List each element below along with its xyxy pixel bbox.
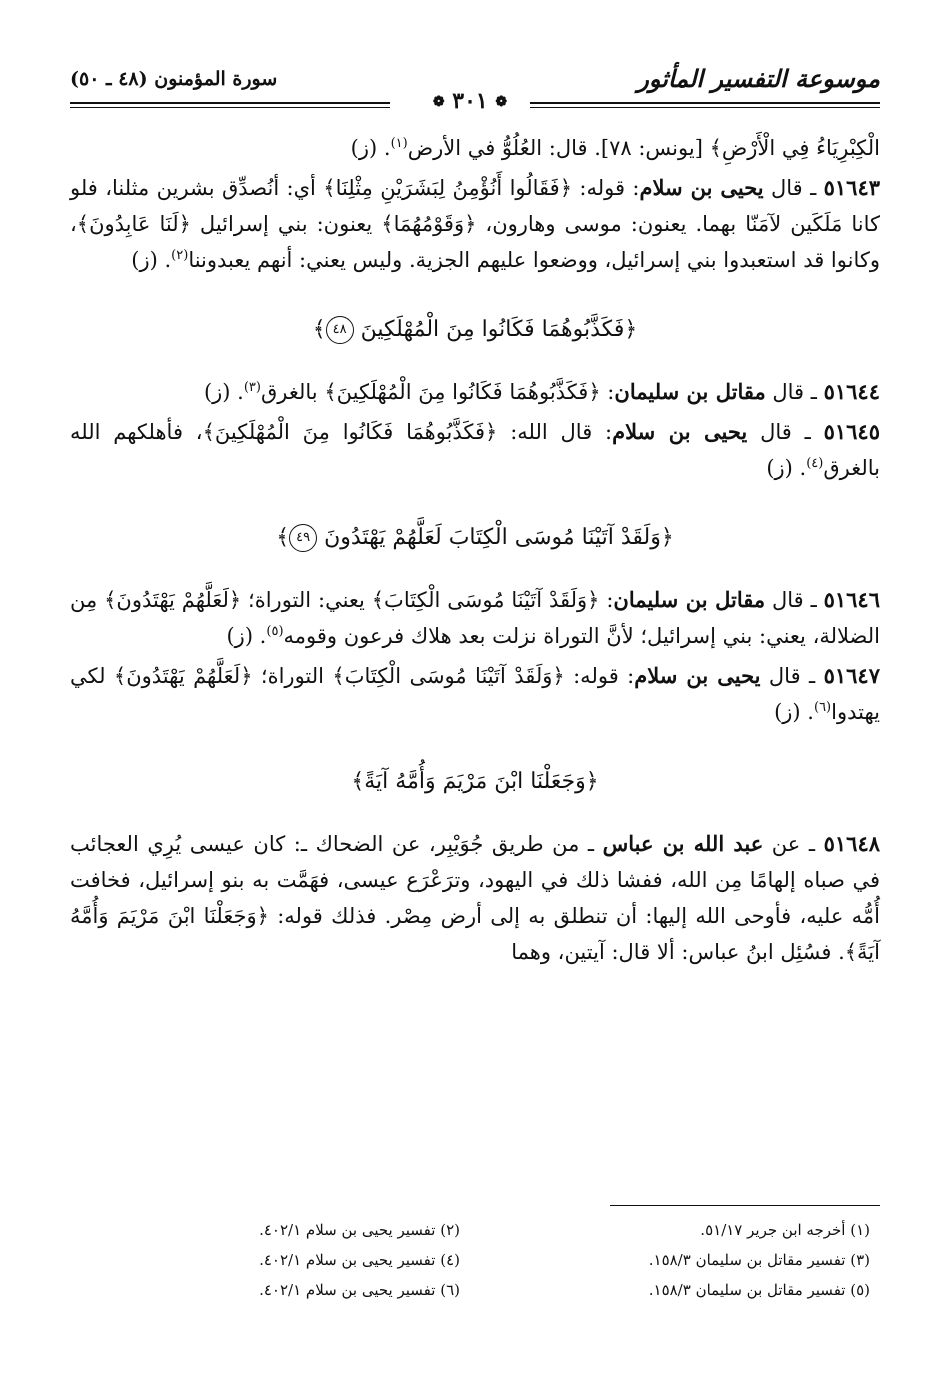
narrator-name: مقاتل بن سليمان	[613, 587, 766, 612]
narration-lead: ـ قال	[765, 588, 824, 612]
narration-number: ٥١٦٤٣	[823, 175, 881, 200]
narration-tail: . (ز)	[203, 380, 244, 404]
narration-lead: ـ قال	[765, 380, 824, 404]
book-title: موسوعة التفسير المأثور	[637, 64, 880, 93]
narration-number: ٥١٦٤٧	[823, 663, 880, 688]
narrator-name: يحيى بن سلام	[634, 663, 761, 688]
narrator-name: عبد الله بن عباس	[602, 831, 764, 856]
narration-number: ٥١٦٤٤	[823, 379, 880, 404]
footnotes-right-column	[470, 1215, 870, 1305]
ayah-text: ﴿فَكَذَّبُوهُمَا فَكَانُوا مِنَ الْمُهْلَكِينَ	[360, 317, 638, 342]
ornament-icon: ❁	[495, 94, 508, 110]
page-header	[70, 58, 880, 118]
ayah-heading	[70, 764, 880, 800]
footnotes-left-column	[60, 1215, 460, 1305]
narration-lead: ـ قال	[760, 664, 824, 688]
narration-number: ٥١٦٤٦	[823, 587, 880, 612]
ayah-close: ﴾	[276, 525, 290, 550]
narration-tail: . (ز)	[226, 624, 267, 648]
ayah-text: ﴿وَجَعَلْنَا ابْنَ مَرْيَمَ وَأُمَّهُ آيَةً	[364, 769, 599, 794]
narration-lead: ـ عن	[763, 832, 824, 856]
narration-number: ٥١٦٤٨	[823, 831, 881, 856]
narration-text: : ﴿فَكَذَّبُوهُمَا فَكَانُوا مِنَ الْمُهْلَكِينَ﴾ بالغرق	[260, 380, 615, 404]
narration-paragraph	[70, 170, 880, 278]
footnote-marker: (٥)	[266, 624, 284, 639]
narration-tail: . (ز)	[350, 136, 391, 160]
footnote-item: (١) أخرجه ابن جرير ٥١/١٧.	[700, 1221, 870, 1239]
narration-text: : قوله: ﴿وَلَقَدْ آتَيْنَا مُوسَى الْكِتَابَ﴾ التوراة؛ ﴿لَعَلَّهُمْ يَهْتَدُونَ﴾ لكي يهتدوا	[70, 664, 880, 724]
narration-paragraph	[70, 130, 880, 166]
narration-text: ـ من طريق جُوَيْبِر، عن الضحاك ـ: كان عيسى يُرِي العجائب في صباه إلهامًا مِن الله، ففشا ذلك في اليهود، وترَعْرَع عيسى، فهَمَّت به بنو إسرائيل، فخافت أُمُّه عليه، فأوحى الله إليها: أن تنطلق به إلى أرض مِصْر. فذلك قوله: ﴿وَجَعَلْنَا ابْنَ مَرْيَمَ وَأُمَّهُ آيَةً﴾. فسُئِل ابنُ عباس: ألا قال: آيتين، وهما	[70, 832, 880, 964]
footnote-item: (٣) تفسير مقاتل بن سليمان ١٥٨/٣.	[648, 1251, 870, 1269]
narration-paragraph	[70, 658, 880, 730]
page-number: ٣٠١	[452, 88, 488, 114]
narration-paragraph	[70, 826, 880, 970]
footnote-marker: (١)	[390, 136, 408, 151]
narrator-name: مقاتل بن سليمان	[614, 379, 766, 404]
narration-lead: ـ قال	[763, 176, 824, 200]
ayah-number-icon: ٤٨	[326, 316, 354, 344]
narration-paragraph	[70, 582, 880, 654]
ayah-heading	[70, 520, 880, 556]
narration-paragraph	[70, 374, 880, 410]
narrator-name: يحيى بن سلام	[639, 175, 764, 200]
ayah-text: ﴿وَلَقَدْ آتَيْنَا مُوسَى الْكِتَابَ لَعَلَّهُمْ يَهْتَدُونَ	[324, 525, 674, 550]
narrator-name: يحيى بن سلام	[612, 419, 748, 444]
footnote-marker: (٦)	[813, 700, 832, 715]
footnote-marker: (٢)	[171, 248, 189, 263]
narration-tail: . (ز)	[774, 700, 814, 724]
narration-text: : ﴿وَلَقَدْ آتَيْنَا مُوسَى الْكِتَابَ﴾ يعني: التوراة؛ ﴿لَعَلَّهُمْ يَهْتَدُونَ﴾ مِن الضلالة، يعني: بني إسرائيل؛ لأنَّ التوراة نزلت بعد هلاك فرعون وقومه	[70, 588, 880, 648]
narration-paragraph	[70, 414, 880, 486]
footnote-item: (٦) تفسير يحيى بن سلام ٤٠٢/١.	[259, 1281, 460, 1299]
surah-title: سورة المؤمنون (٤٨ ـ ٥٠)	[70, 68, 278, 90]
narration-text: الْكِبْرِيَاءُ فِي الْأَرْضِ﴾ [يونس: ٧٨]. قال: العُلُوُّ في الأرض	[407, 136, 880, 160]
page-number-box	[410, 88, 530, 114]
header-rule-left	[70, 102, 390, 104]
ayah-close: ﴾	[312, 317, 326, 342]
header-rule-right	[530, 102, 880, 104]
narration-tail: . (ز)	[766, 456, 807, 480]
body-text	[70, 130, 880, 974]
ayah-number-icon: ٤٩	[289, 524, 317, 552]
ayah-heading	[70, 312, 880, 348]
footnote-marker: (٤)	[806, 456, 824, 471]
ornament-icon: ❁	[432, 94, 445, 110]
footnote-item: (٤) تفسير يحيى بن سلام ٤٠٢/١.	[259, 1251, 460, 1269]
footnote-item: (٢) تفسير يحيى بن سلام ٤٠٢/١.	[259, 1221, 460, 1239]
footnote-rule	[610, 1205, 880, 1206]
narration-text: : قوله: ﴿فَقَالُوا أَنُؤْمِنُ لِبَشَرَيْنِ مِثْلِنَا﴾ أي: أنُصدِّق بشرين مثلنا، فلو كانا مَلَكَين لآمَنّا بهما. يعنون: موسى وهارون، ﴿وَقَوْمُهُمَا﴾ يعنون: بني إسرائيل ﴿لَنَا عَابِدُونَ﴾، وكانوا قد استعبدوا بني إسرائيل، ووضعوا عليهم الجزية. وليس يعني: أنهم يعبدوننا	[70, 176, 880, 272]
narration-number: ٥١٦٤٥	[823, 419, 880, 444]
narration-text: : قال الله: ﴿فَكَذَّبُوهُمَا فَكَانُوا مِنَ الْمُهْلَكِينَ﴾، فأهلكهم الله بالغرق	[70, 420, 880, 480]
narration-lead: ـ قال	[747, 420, 824, 444]
footnote-marker: (٣)	[243, 380, 261, 395]
ayah-close: ﴾	[351, 769, 365, 794]
narration-tail: . (ز)	[131, 248, 172, 272]
footnote-item: (٥) تفسير مقاتل بن سليمان ١٥٨/٣.	[648, 1281, 870, 1299]
